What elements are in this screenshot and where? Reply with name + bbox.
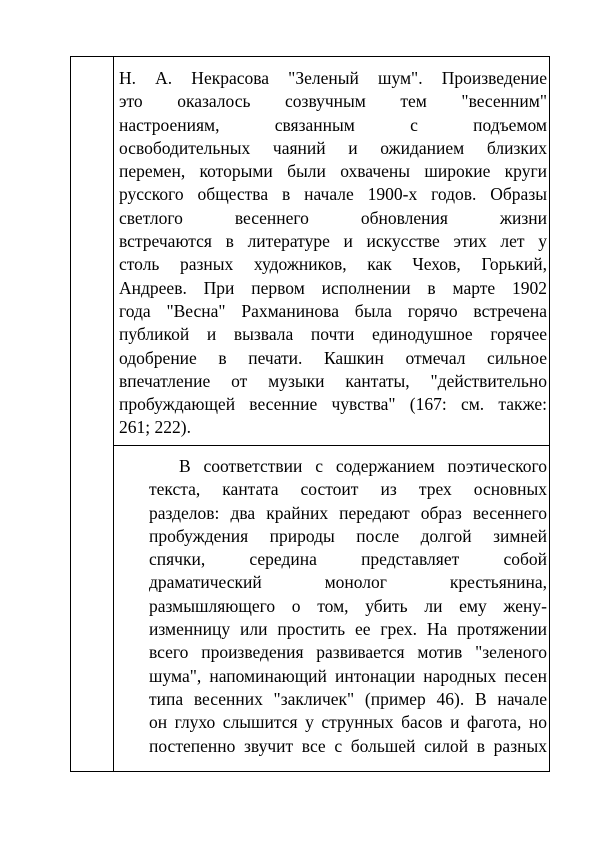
text-line: светлого весеннего обновления жизни	[119, 207, 547, 228]
text-line: встречаются в литературе и искусстве этих лет у	[119, 231, 547, 252]
text-line: разделов: два крайних передают образ весеннего	[149, 502, 547, 523]
column-divider	[113, 57, 114, 771]
text-line: размышляющего о том, убить ли ему жену-	[149, 595, 547, 616]
text-line: настроениям, связанным с подъемом	[119, 114, 547, 135]
text-line: он глухо слышится у струнных басов и фагота, но	[149, 712, 547, 733]
text-line: шума", напоминающий интонации народных песен	[149, 665, 547, 686]
text-line: изменницу или простить ее грех. На протяжении	[149, 619, 547, 640]
text-line: года "Весна" Рахманинова была горячо встречена	[119, 300, 547, 321]
text-line: одобрение в печати. Кашкин отмечал сильное	[119, 347, 547, 368]
text-line: пробуждения природы после долгой зимней	[149, 525, 547, 546]
text-line: пробуждающей весенние чувства" (167: см. также:	[119, 394, 547, 415]
document-table	[70, 56, 550, 772]
text-line: типа весенних "закличек" (пример 46). В начале	[149, 688, 547, 709]
text-line: 261; 222).	[119, 417, 191, 438]
text-line: публикой и вызвала почти единодушное горячее	[119, 324, 547, 345]
text-line: перемен, которыми были охвачены широкие круги	[119, 161, 547, 182]
text-line: русского общества в начале 1900-х годов. Образы	[119, 184, 547, 205]
text-line: Андреев. При первом исполнении в марте 1902	[119, 277, 547, 298]
text-line: всего произведения развивается мотив "зеленого	[149, 642, 547, 663]
text-line: спячки, середина представляет собой	[149, 549, 547, 570]
paragraph-1	[119, 67, 547, 440]
text-line: текста, кантата состоит из трех основных	[149, 479, 547, 500]
text-line: впечатление от музыки кантаты, "действительно	[119, 370, 547, 391]
text-line: В соответствии с содержанием поэтического	[179, 456, 547, 476]
text-line: Н. А. Некрасова "Зеленый шум". Произведение	[119, 68, 547, 88]
text-line: это оказалось созвучным тем "весенним"	[119, 91, 547, 112]
row-divider	[113, 445, 550, 446]
text-line: освободительных чаяний и ожиданием близких	[119, 137, 547, 158]
paragraph-2	[119, 455, 547, 758]
text-line: столь разных художников, как Чехов, Горький,	[119, 254, 547, 275]
text-line: драматический монолог крестьянина,	[149, 572, 547, 593]
text-line: постепенно звучит все с большей силой в разных	[149, 735, 547, 756]
